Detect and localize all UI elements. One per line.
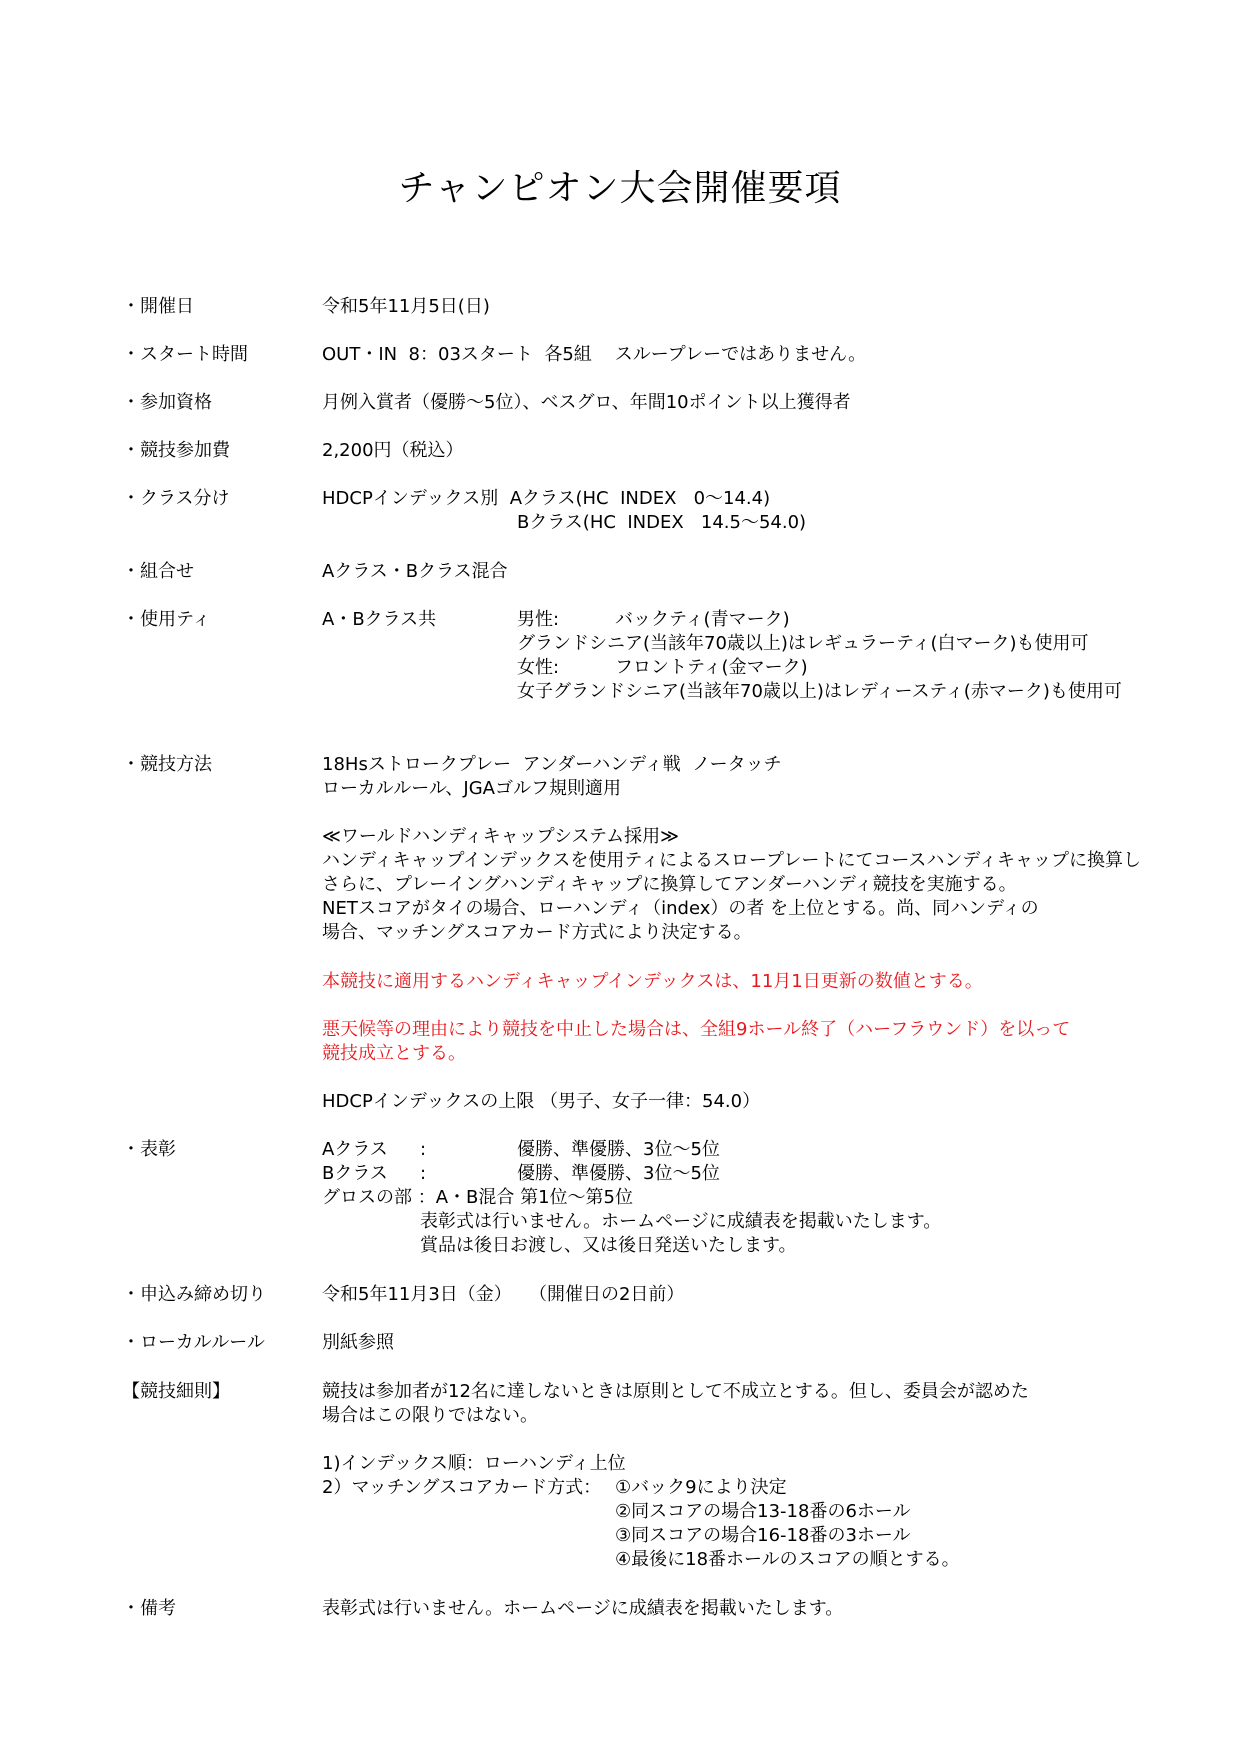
hdcp-limit: HDCPインデックスの上限 （男子、女子一律：54.0） [322, 1091, 761, 1112]
houhou-line2: ローカルルール、JGAゴルフ規則適用 [322, 778, 621, 799]
award-b-label: Bクラス [322, 1163, 388, 1184]
class-line-b: Bクラス(HC INDEX 14.5～54.0) [517, 512, 807, 533]
houhou-line1: 18Hsストロークプレー アンダーハンディ戦 ノータッチ [322, 754, 782, 775]
whs-line2: さらに、プレーイングハンディキャップに換算してアンダーハンディ競技を実施する。 [322, 874, 1017, 895]
award-b-value: 優勝、準優勝、3位～5位 [517, 1163, 720, 1184]
start-value: OUT・IN 8：03スタート 各5組 スループレーではありません。 [322, 344, 867, 365]
local-rule-value: 別紙参照 [322, 1332, 394, 1353]
bikou-label: ・備考 [122, 1598, 176, 1619]
whs-line3: NETスコアがタイの場合、ローハンディ（index）の者 を上位とする。尚、同ハンディの [322, 898, 1039, 919]
class-line-a: HDCPインデックス別 Aクラス(HC INDEX 0～14.4) [322, 488, 771, 509]
tee-ladies-grand-senior: 女子グランドシニア(当該年70歳以上)はレディースティ(赤マーク)も使用可 [517, 681, 1122, 702]
kaisaibi-value: 令和5年11月5日(日) [322, 296, 490, 317]
start-label: ・スタート時間 [122, 344, 248, 365]
tiebreak-step-4: ④最後に18番ホールのスコアの順とする。 [615, 1549, 960, 1570]
tee-female-label: 女性: [517, 657, 560, 678]
tiebreak-item-2: 2）マッチングスコアカード方式： [322, 1477, 602, 1498]
houhou-label: ・競技方法 [122, 754, 212, 775]
award-gross: グロスの部 ：A・B混合 第1位～第5位 [322, 1187, 634, 1208]
tee-male-label: 男性: [517, 609, 560, 630]
kumiawase-label: ・組合せ [122, 561, 194, 582]
tiebreak-step-1: ①バック9により決定 [615, 1477, 787, 1498]
shimekiri-label: ・申込み締め切り [122, 1284, 266, 1305]
award-a-value: 優勝、準優勝、3位～5位 [517, 1139, 720, 1160]
kumiawase-value: Aクラス・Bクラス混合 [322, 561, 508, 582]
tee-female-value: フロントティ(金マーク) [615, 657, 808, 678]
saisoku-label: 【競技細則】 [122, 1381, 230, 1402]
red-note-index: 本競技に適用するハンディキャップインデックスは、11月1日更新の数値とする。 [322, 971, 983, 992]
kaisaibi-label: ・開催日 [122, 296, 194, 317]
whs-heading: ≪ワールドハンディキャップシステム採用≫ [322, 826, 680, 847]
local-rule-label: ・ローカルルール [122, 1332, 265, 1353]
shikaku-value: 月例入賞者（優勝～5位）、ベスグロ、年間10ポイント以上獲得者 [322, 392, 851, 413]
saisoku-line1: 競技は参加者が12名に達しないときは原則として不成立とする。但し、委員会が認めた [322, 1381, 1029, 1402]
whs-line1: ハンディキャップインデックスを使用ティによるスロープレートにてコースハンディキャップに換算し [322, 850, 1141, 871]
shikaku-label: ・参加資格 [122, 392, 212, 413]
page-title: チャンピオン大会開催要項 [398, 168, 842, 209]
shimekiri-value: 令和5年11月3日（金） （開催日の2日前） [322, 1284, 685, 1305]
tee-male-value: バックティ(青マーク) [615, 609, 790, 630]
tee-grand-senior: グランドシニア(当該年70歳以上)はレギュラーティ(白マーク)も使用可 [517, 633, 1089, 654]
award-a-label: Aクラス [322, 1139, 388, 1160]
award-note-1: 表彰式は行いません。ホームページに成績表を掲載いたします。 [420, 1211, 942, 1232]
saisoku-line2: 場合はこの限りではない。 [322, 1405, 538, 1426]
award-b-colon: : [420, 1163, 427, 1184]
hyousho-label: ・表彰 [122, 1139, 176, 1160]
whs-line4: 場合、マッチングスコアカード方式により決定する。 [322, 922, 752, 943]
award-note-2: 賞品は後日お渡し、又は後日発送いたします。 [420, 1235, 797, 1256]
fee-label: ・競技参加費 [122, 440, 230, 461]
tiebreak-step-3: ③同スコアの場合16-18番の3ホール [615, 1525, 911, 1546]
tee-label: ・使用ティ [122, 609, 211, 630]
red-note-weather-2: 競技成立とする。 [322, 1043, 466, 1064]
red-note-weather-1: 悪天候等の理由により競技を中止した場合は、全組9ホール終了（ハーフラウンド）を以って [322, 1019, 1071, 1040]
award-a-colon: : [420, 1139, 427, 1160]
tee-classes: A・Bクラス共 [322, 609, 437, 630]
tiebreak-step-2: ②同スコアの場合13-18番の6ホール [615, 1501, 911, 1522]
tiebreak-item-1: 1)インデックス順：ローハンディ上位 [322, 1453, 626, 1474]
fee-value: 2,200円（税込） [322, 440, 464, 461]
bikou-value: 表彰式は行いません。ホームページに成績表を掲載いたします。 [322, 1598, 844, 1619]
class-label: ・クラス分け [122, 488, 230, 509]
